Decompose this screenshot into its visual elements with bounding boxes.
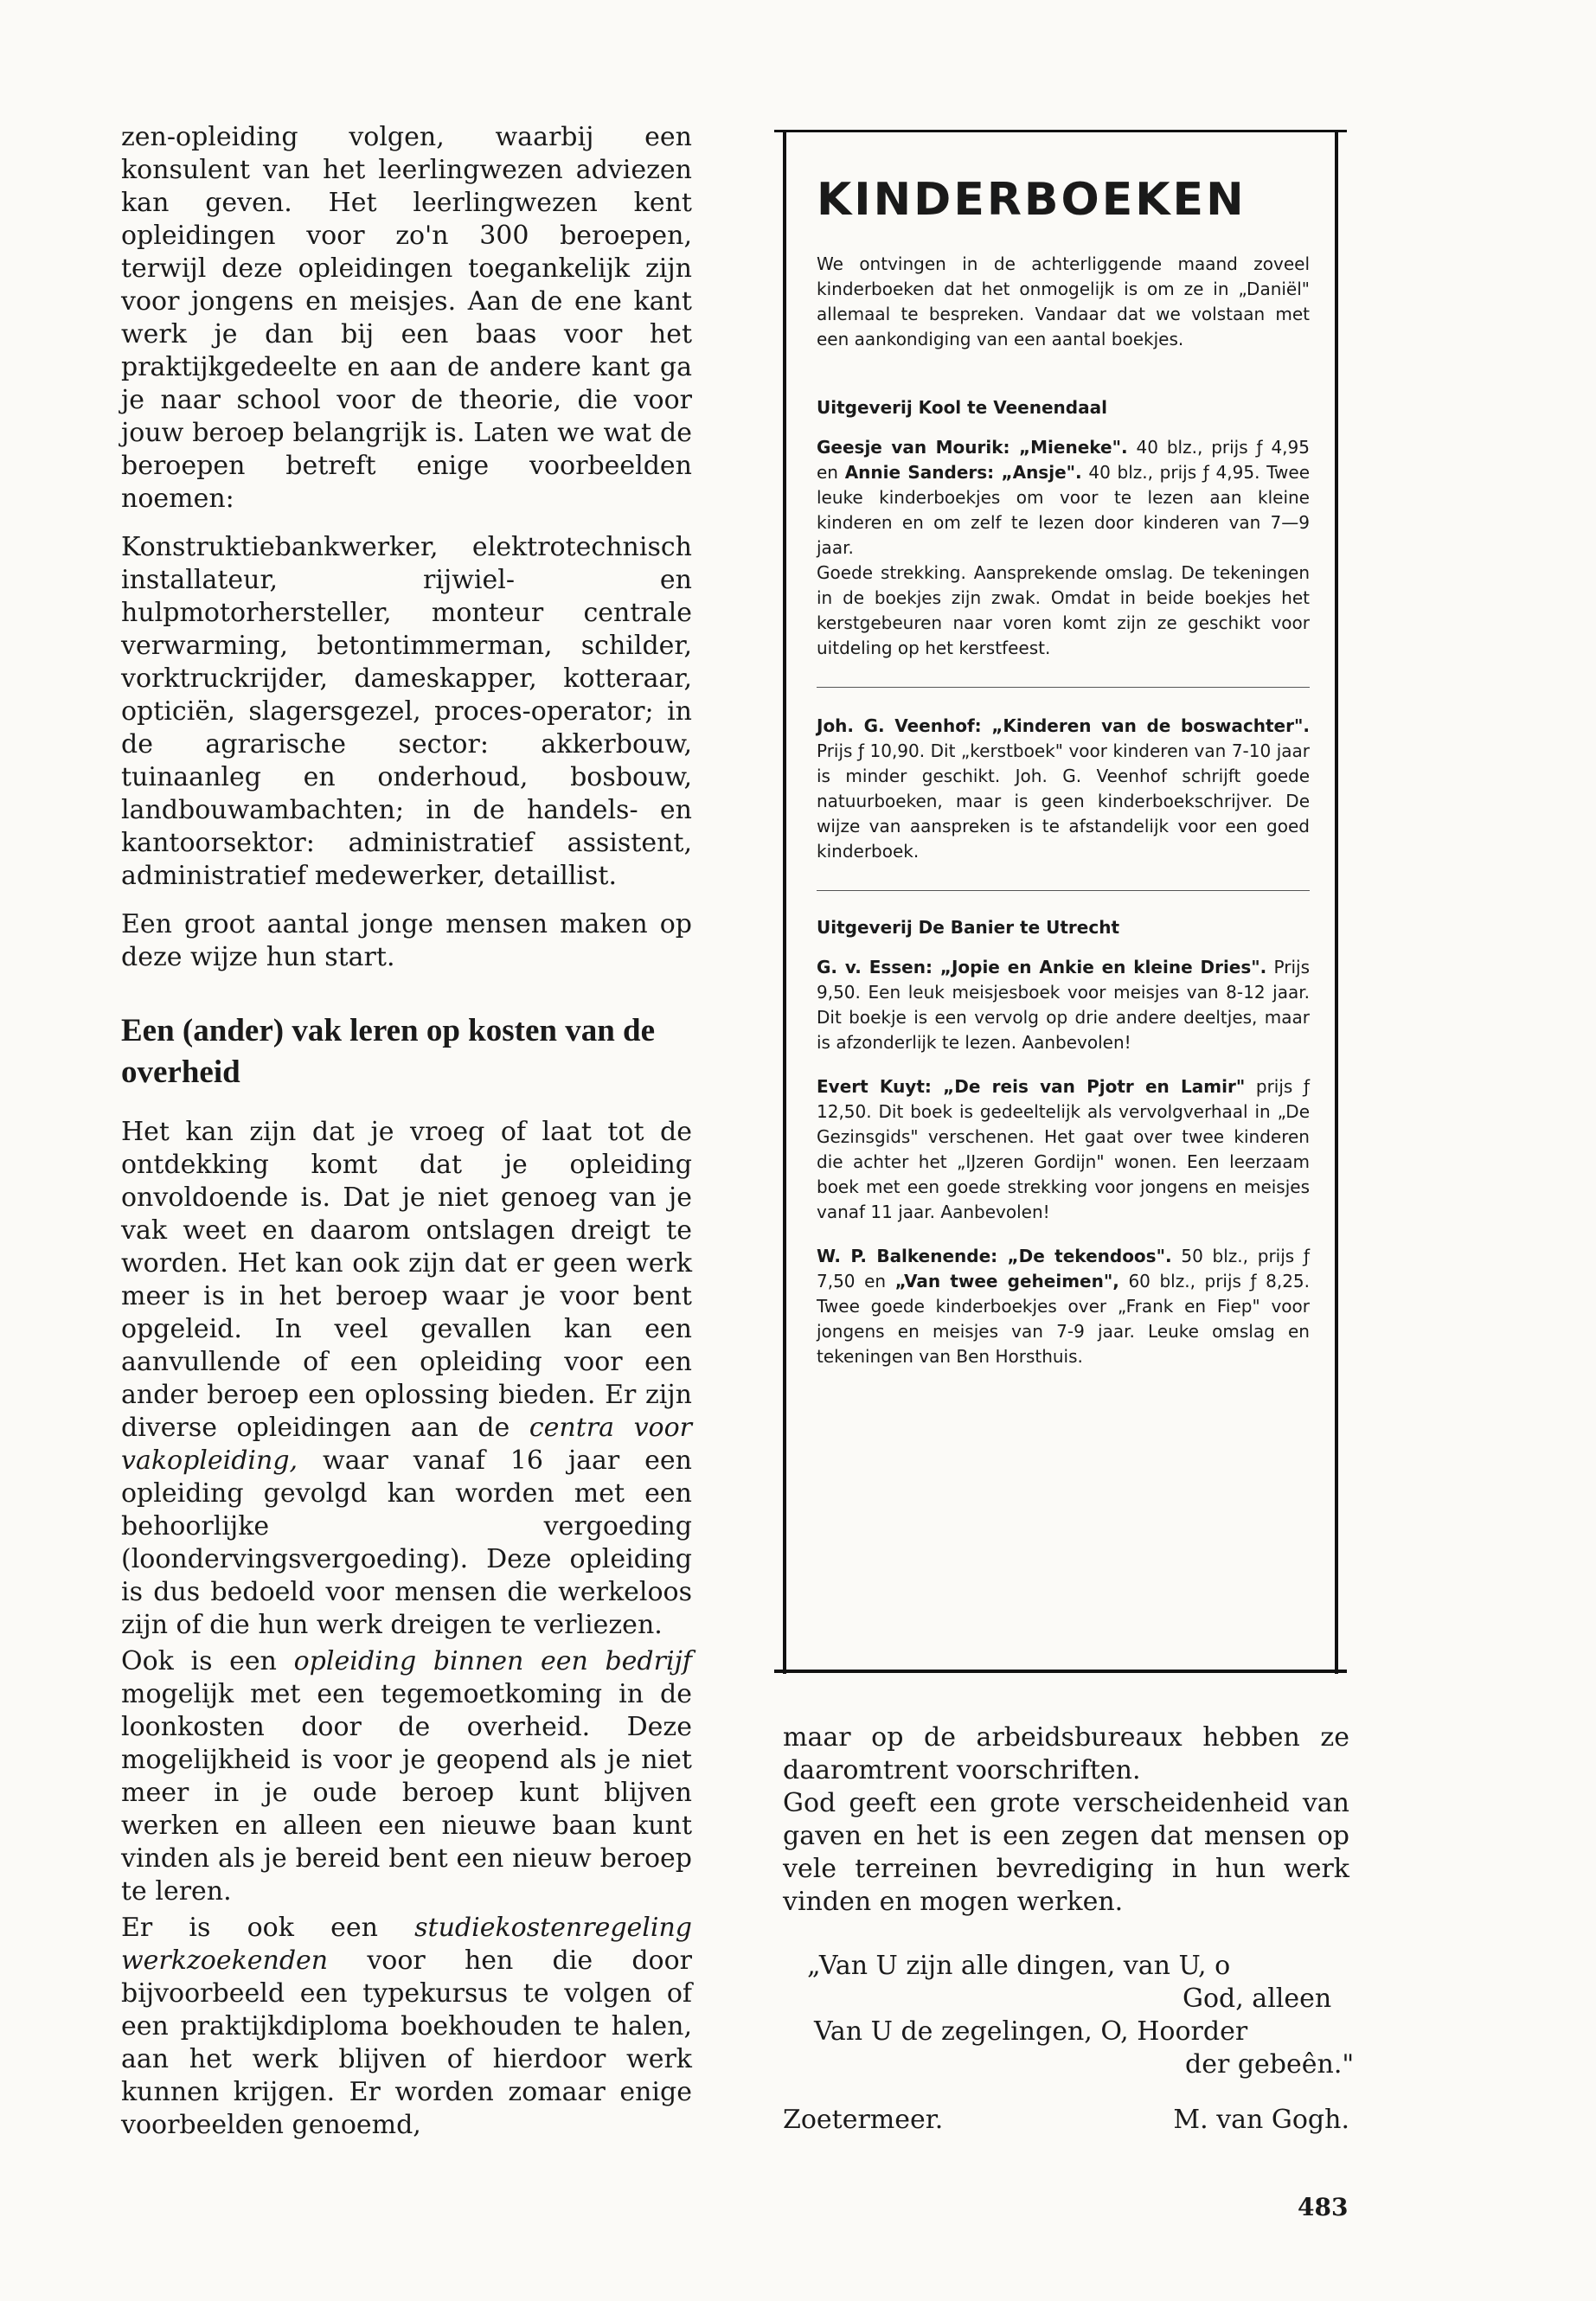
paragraph-gifts: God geeft een grote verscheidenheid van gaven en het is een zegen dat mensen op vele terreinen bevrediging in hun werk vinden en mogen werken. xyxy=(783,1788,1349,1917)
review-pjotr: Evert Kuyt: „De reis van Pjotr en Lamir" prijs ƒ 12,50. Dit boek is gedeeltelijk als vervolgverhaal in „De Gezinsgids" verschenen. Het gaat over twee kinderen die achter het „IJzeren Gordijn" wonen. Een leerzaam boek met een goede strekking voor jongens en meisjes vanaf 11 jaar. Aanbevolen! xyxy=(817,1076,1310,1222)
publisher-kool: Uitgeverij Kool te Veenendaal xyxy=(817,397,1107,418)
author: M. van Gogh. xyxy=(1173,2105,1349,2135)
paragraph-study-costs: Er is ook een studiekostenregeling werkzoekenden voor hen die door bijvoorbeeld een typekursus te volgen of een praktijkdiploma boekhouden te halen, aan het werk blijven of hierdoor werk kunnen krijgen. Er worden zomaar enige voorbeelden genoemd, xyxy=(121,1913,692,2140)
place: Zoetermeer. xyxy=(783,2105,944,2135)
box-divider xyxy=(817,890,1310,891)
right-column xyxy=(783,1721,1355,2137)
poem-line: der gebeên." xyxy=(1185,2049,1355,2080)
paragraph-intro: zen-opleiding volgen, waarbij een konsulent van het leerlingwezen adviezen kan geven. Het leerlingwezen kent opleidingen voor zo'n 300 beroepen, terwijl deze opleidingen toegankelijk zijn voor jongens en meisjes. Aan de ene kant werk je dan bij een baas voor het praktijkgedeelte en aan de andere kant ga je naar school voor de theorie, die voor jouw beroep belangrijk is. Laten we wat de beroepen betreft enige voorbeelden noemen: xyxy=(121,122,692,514)
kinderboeken-box xyxy=(783,132,1338,1674)
kinderboeken-content xyxy=(817,174,1310,1388)
section-heading: Een (ander) vak leren op kosten van de overheid xyxy=(121,1013,656,1090)
box-bottom-rule xyxy=(774,1670,1347,1673)
publisher-banier: Uitgeverij De Banier te Utrecht xyxy=(817,917,1119,938)
page-number: 483 xyxy=(1298,2193,1349,2221)
paragraph-professions: Konstruktiebankwerker, elektrotechnisch installateur, rijwiel- en hulpmotorhersteller, monteur centrale verwarming, betontimmerman, schilder, vorktruckrijder, dameskapper, kotteraar, opticiën, slagersgezel, proces-operator; in de agrarische sector: akkerbouw, tuinaanleg en onderhoud, bosbouw, landbouwambachten; in de handels- en kantoorsektor: administratief assistent, administratief medewerker, detaillist. xyxy=(121,532,692,891)
closing-poem xyxy=(783,1950,1355,2081)
poem-line: God, alleen xyxy=(1183,1984,1332,2014)
review-boswachter: Joh. G. Veenhof: „Kinderen van de boswachter". Prijs ƒ 10,90. Dit „kerstboek" voor kinderen van 7-10 jaar is minder geschikt. Joh. G. Veenhof schrijft goede natuurboeken, maar is geen kinderboekschrijver. De wijze van aanspreken is te afstandelijk voor een goed kinderboek. xyxy=(817,715,1310,862)
box-intro: We ontvingen in de achterliggende maand zoveel kinderboeken dat het onmogelijk is om ze in „Daniël" allemaal te bespreken. Vandaar dat we volstaan met een aankondiging van een aantal boekjes. xyxy=(817,253,1310,349)
review-jopie: G. v. Essen: „Jopie en Ankie en kleine Dries". Prijs 9,50. Een leuk meisjesboek voor meisjes van 8-12 jaar. Dit boekje is een vervolg op drie andere deeltjes, maar is afzonderlijk te lezen. Aanbevolen! xyxy=(817,957,1310,1053)
box-title: KINDERBOEKEN xyxy=(817,174,1247,226)
poem-line: „Van U zijn alle dingen, van U, o xyxy=(807,1951,1231,1981)
poem-line: Van U de zegelingen, O, Hoorder xyxy=(814,2016,1248,2047)
signoff xyxy=(783,2104,1349,2137)
paragraph-retraining: Het kan zijn dat je vroeg of laat tot de ontdekking komt dat je opleiding onvoldoende is. Dat je niet genoeg van je vak weet en daarom ontslagen dreigt te worden. Het kan ook zijn dat er geen werk meer is in het beroep waar je voor bent opgeleid. In veel gevallen kan een aanvullende of een opleiding voor een ander beroep een oplossing bieden. Er zijn diverse opleidingen aan de centra voor vakopleiding, waar vanaf 16 jaar een opleiding gevolgd kan worden met een behoorlijke vergoeding (loondervingsvergoeding). Deze opleiding is dus bedoeld voor mensen die werkeloos zijn of die hun werk dreigen te verliezen. xyxy=(121,1117,693,1640)
review-mieneke-ansje: Geesje van Mourik: „Mieneke". 40 blz., prijs ƒ 4,95 en Annie Sanders: „Ansje". 40 blz., prijs ƒ 4,95. Twee leuke kinderboekjes om voor te lezen aan kleine kinderen en om zelf te lezen door kinderen van 7—9 jaar. Goede strekking. Aansprekende omslag. De tekeningen in de boekjes zijn zwak. Omdat in beide boekjes het kerstgebeuren naar voren komt zijn ze geschikt voor uitdeling op het kerstfeest. xyxy=(817,437,1310,658)
paragraph-company-training: Ook is een opleiding binnen een bedrijf mogelijk met een tegemoetkoming in de loonkosten door de overheid. Deze mogelijkheid is voor je geopend als je niet meer in je oude beroep kunt blijven werken en alleen een nieuwe baan kunt vinden als je bereid bent een nieuw beroep te leren. xyxy=(121,1646,692,1907)
paragraph-bureaux: maar op de arbeidsbureaux hebben ze daaromtrent voorschriften. xyxy=(783,1722,1349,1785)
box-divider xyxy=(817,687,1310,688)
paragraph-start: Een groot aantal jonge mensen maken op deze wijze hun start. xyxy=(121,909,692,972)
review-tekendoos: W. P. Balkenende: „De tekendoos". 50 blz., prijs ƒ 7,50 en „Van twee geheimen", 60 blz., prijs ƒ 8,25. Twee goede kinderboekjes over „Frank en Fiep" voor jongens en meisjes van 7-9 jaar. Leuke omslag en tekeningen van Ben Horsthuis. xyxy=(817,1246,1311,1367)
left-column xyxy=(121,121,692,2157)
